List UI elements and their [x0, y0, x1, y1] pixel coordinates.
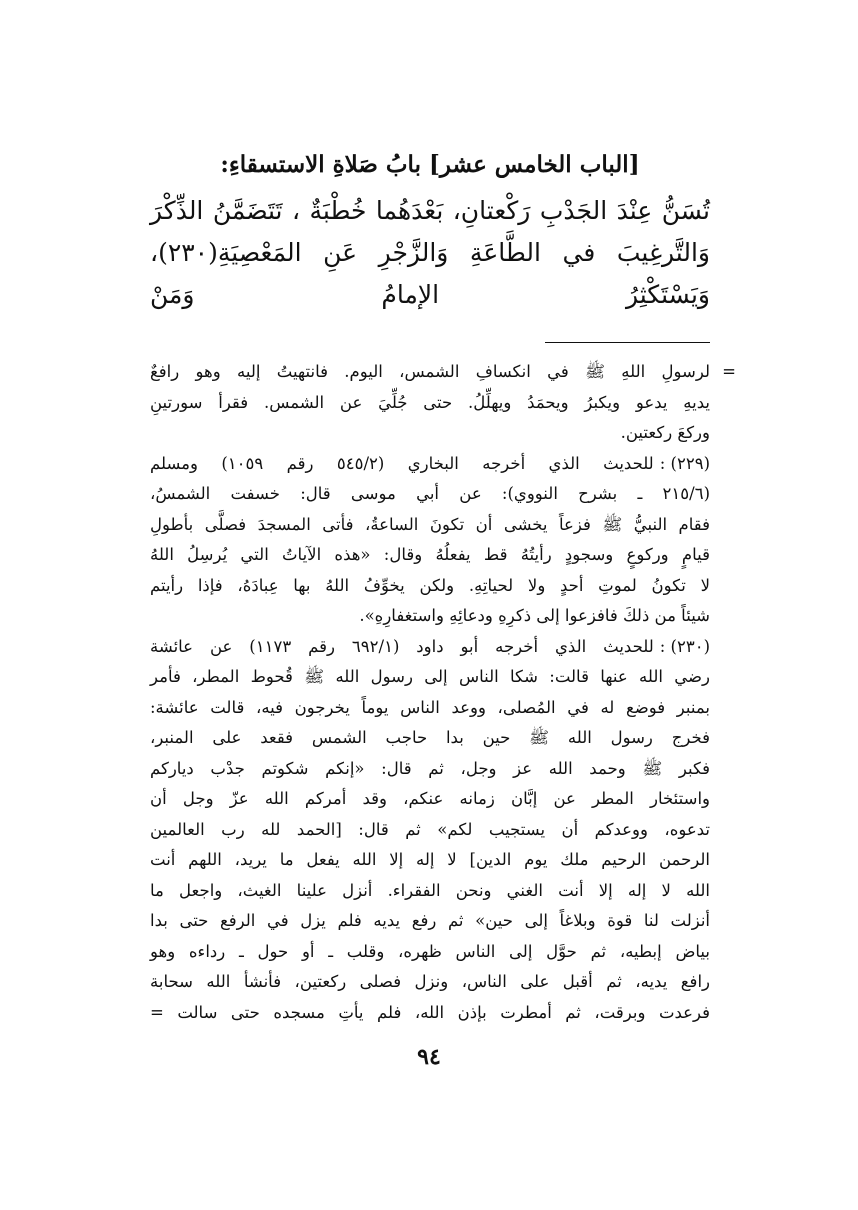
page-number: ٩٤ [417, 1044, 441, 1070]
footnote-line: رضي الله عنها قالت: شكا الناس إلى رسول الله ﷺ قُحوط المطر، فأمر [150, 667, 710, 686]
footnote-line: لرسولِ اللهِ ﷺ في انكسافِ الشمس، اليوم. فانتهيتُ إليه وهو رافعٌ [150, 362, 710, 381]
footnote-line: بمنبر فوضع له في المُصلى، ووعد الناس يوماً يخرجون فيه، قالت عائشة: [150, 697, 710, 717]
footnote-continuation [150, 357, 736, 449]
footnote-number: (٢٢٩) : [659, 453, 710, 473]
footnote-line: (٢١٥/٦ ـ بشرح النووي): عن أبي موسى قال: خسفت الشمسُ، [150, 484, 710, 503]
footnote-line: قيامٍ وركوعٍ وسجودٍ رأيتُهُ قط يفعلُهُ وقال: «هذه الآياتُ التي يُرسِلُ اللهُ [150, 545, 710, 564]
continuation-marker: = [722, 362, 736, 381]
footnote-line: للحديث الذي أخرجه البخاري (٥٤٥/٢ رقم ١٠٥٩) ومسلم [150, 453, 654, 473]
footnote-line: واستئخار المطر عن إبَّان زمانه عنكم، وقد أمركم الله عزّ وجل أن [150, 789, 710, 808]
chapter-heading: [الباب الخامس عشر] بابُ صَلاةِ الاستسقاءِ: [220, 151, 640, 178]
footnote-line: يديهِ يدعو ويكبرُ ويحمَدُ ويهلِّلُ. حتى جُلِّيَ عن الشمس. فقرأ سورتينِ [150, 392, 710, 412]
footnote-separator [545, 342, 710, 343]
footnote-line: أنزلت لنا قوة وبلاغاً إلى حين» ثم رفع يديه فلم يزل في الرفع حتى بدا [150, 911, 710, 930]
footnote-230 [150, 632, 710, 1029]
footnote-line: فخرج رسول الله ﷺ حين بدا حاجب الشمس فقعد على المنبر، [150, 728, 710, 747]
footnote-line: للحديث الذي أخرجه أبو داود (٦٩٢/١ رقم ١١٧٣) عن عائشة [150, 636, 654, 656]
footnote-229 [150, 449, 710, 632]
footnote-line: بياض إبطيه، ثم حوَّل إلى الناس ظهره، وقلب ـ أو حول ـ رداءه وهو [150, 941, 710, 961]
footnote-line: فقام النبيُّ ﷺ فزعاً يخشى أن تكونَ الساعةُ، فأتى المسجدَ فصلَّى بأطولِ [150, 514, 710, 534]
main-text-line: تُسَنُّ عِنْدَ الجَدْبِ رَكْعتانِ، بَعْدَهُما خُطْبَةٌ ، تَتَضَمَّنُ الذِّكْرَ [150, 196, 710, 225]
main-text-line: وَالتَّرغِيبَ في الطَّاعَةِ وَالزَّجْرِ عَنِ المَعْصِيَةِ(٢٣٠)، وَيَسْتَكْثِرُ الإمامُ وَمَنْ [150, 238, 710, 309]
footnote-line: الرحمن الرحيم ملك يوم الدين] لا إله إلا الله يفعل ما يريد، اللهم أنت [150, 850, 710, 869]
footnote-line: وركعَ ركعتين. [620, 423, 710, 442]
footnote-line: شيئاً من ذلكَ فافزعوا إلى ذكرِهِ ودعائِهِ واستغفارِهِ». [359, 606, 710, 625]
footnote-line: فكبر ﷺ وحمد الله عز وجل، ثم قال: «إنكم شكوتم جدْب دياركم [150, 758, 710, 778]
footnote-line: رافع يديه، ثم أقبل على الناس، ونزل فصلى ركعتين، فأنشأ الله سحابة [150, 972, 710, 991]
footnote-line: لا تكونُ لموتِ أحدٍ ولا لحياتِهِ. ولكن يخوِّفُ اللهُ بها عِبادَهُ، فإذا رأيتم [150, 575, 710, 595]
footnote-number: (٢٣٠) : [659, 636, 710, 656]
footnote-line: الله لا إله إلا أنت الغني ونحن الفقراء. أنزل علينا الغيث، واجعل ما [150, 880, 710, 900]
page-body [150, 148, 736, 1028]
footnotes [150, 357, 736, 1028]
footnote-line: تدعوه، ووعدكم أن يستجيب لكم» ثم قال: [الحمد لله رب العالمين [150, 819, 710, 839]
footnote-line: فرعدت وبرقت، ثم أمطرت بإذن الله، فلم يأتِ مسجده حتى سالت = [150, 1002, 710, 1022]
main-text [150, 190, 710, 316]
